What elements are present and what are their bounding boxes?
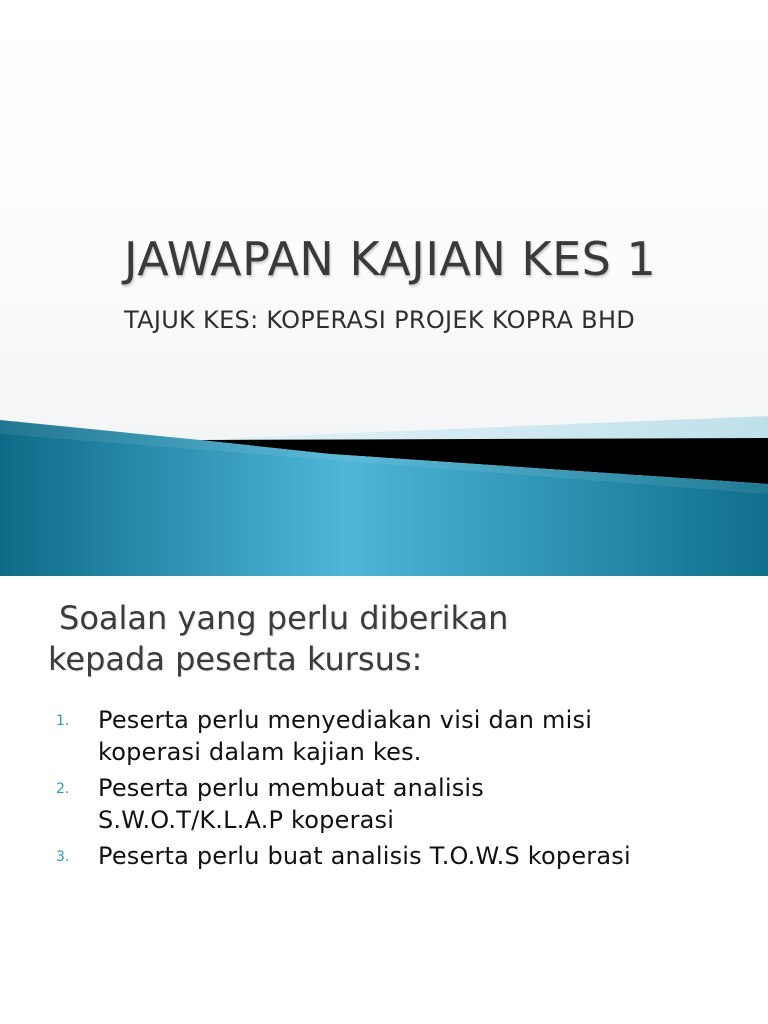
list-item-text-line: koperasi dalam kajian kes. [98, 738, 422, 766]
list-item-text [98, 704, 768, 768]
list-item [0, 772, 768, 836]
questions-slide [0, 576, 768, 1024]
list-item-text [98, 772, 768, 836]
list-item-number: 1. [56, 713, 70, 729]
list-item [0, 840, 768, 872]
list-item-text-line: Peserta perlu buat analisis T.O.W.S koperasi [98, 842, 631, 870]
list-item-text-line: Peserta perlu menyediakan visi dan misi [98, 706, 593, 734]
list-item-number: 3. [56, 849, 70, 865]
slide-title: JAWAPAN KAJIAN KES 1 [124, 232, 657, 286]
questions-heading-line2: kepada peserta kursus: [48, 640, 423, 678]
slide-subtitle: TAJUK KES: KOPERASI PROJEK KOPRA BHD [124, 306, 636, 334]
questions-heading [48, 598, 748, 680]
questions-list [0, 704, 768, 876]
questions-heading-line1: Soalan yang perlu diberikan [59, 599, 509, 637]
list-item-text-line: S.W.O.T/K.L.A.P koperasi [98, 806, 395, 834]
decorative-wave-band [0, 410, 768, 576]
list-item [0, 704, 768, 768]
light-strip-shape [230, 416, 768, 442]
list-item-text [98, 840, 768, 872]
list-item-number: 2. [56, 781, 70, 797]
list-item-text-line: Peserta perlu membuat analisis [98, 774, 484, 802]
